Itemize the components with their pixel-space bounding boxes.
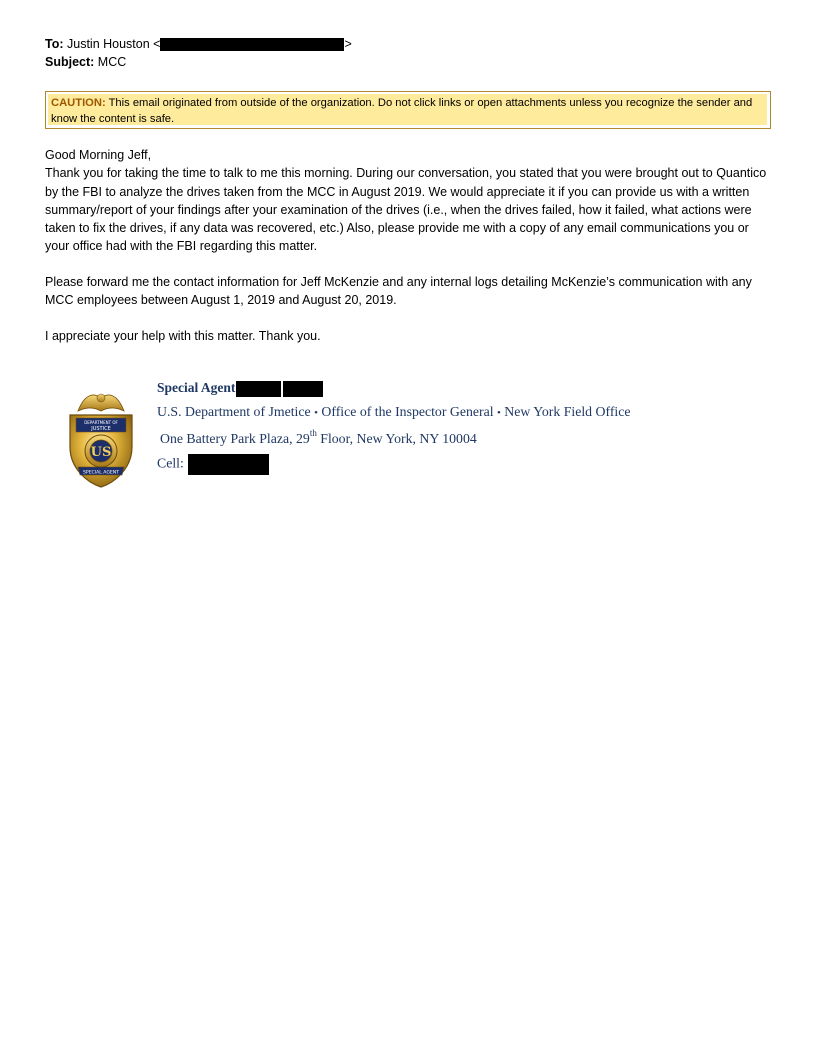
signature-department: [157, 404, 631, 420]
doj-badge-icon: [64, 385, 138, 489]
badge-center-text: US: [90, 445, 112, 460]
badge-bottom-text: SPECIAL AGENT: [82, 470, 120, 476]
dept-part-2: Office of the Inspector General: [321, 404, 494, 419]
to-name: Justin Houston <: [67, 37, 161, 51]
badge-ribbon-text: JUSTICE: [91, 426, 111, 432]
signature-address: [160, 428, 477, 447]
caution-inner: [48, 94, 767, 125]
bullet-separator: •: [314, 407, 318, 419]
to-line: [45, 36, 352, 53]
signature-cell: [157, 454, 269, 475]
subject-value: MCC: [97, 55, 127, 69]
caution-text: This email originated from outside of the organization. Do not click links or open attachments unless you recognize the sender and know the content is safe.: [51, 97, 753, 125]
email-body-paragraph-1: [45, 146, 775, 256]
redacted-agent-name: [236, 381, 281, 397]
bullet-separator: •: [496, 407, 501, 419]
dept-part-3: New York Field Office: [504, 404, 631, 419]
cell-label: Cell:: [157, 455, 184, 471]
redacted-email: [160, 38, 344, 51]
greeting: Good Morning Jeff,: [45, 148, 152, 162]
paragraph-2: Please forward me the contact information for Jeff McKenzie and any internal logs detailing McKenzie’s communication with any MCC employees between August 1, 2019 and August 20, 2019.: [45, 275, 752, 308]
subject-line: [45, 54, 126, 71]
paragraph-1: Thank you for taking the time to talk to me this morning. During our conversation, you stated that you were brought out to Quantico by the FBI to analyze the drives taken from the MCC in August 2019. We would appreciate it if you can provide us with a written summary/report of your findings after your examination of the drives (i.e., when the drives failed, how it failed, what actions were taken to fix the drives, if any data was recovered, etc.) Also, please provide me with a copy of any email communications you or your office had with the FBI regarding this matter.: [45, 166, 767, 254]
address-post: Floor, New York, NY 10004: [316, 431, 477, 446]
dept-part-1: U.S. Department of Jmetice: [157, 404, 311, 419]
caution-label: CAUTION:: [51, 97, 106, 109]
redacted-agent-surname: [283, 381, 323, 397]
signature-title: Special Agent: [157, 380, 236, 395]
to-close: >: [344, 37, 352, 51]
signature-block: [0, 375, 816, 495]
badge-top-text: DEPARTMENT OF: [84, 420, 118, 425]
to-label: To:: [45, 37, 64, 51]
paragraph-3: I appreciate your help with this matter. Thank you.: [45, 329, 321, 343]
caution-banner: [45, 91, 771, 129]
address-sup: th: [309, 428, 317, 438]
redacted-cell-number: [188, 454, 269, 475]
subject-label: Subject:: [45, 55, 95, 69]
address-pre: One Battery Park Plaza, 29: [160, 431, 310, 446]
signature-name-line: [157, 380, 323, 397]
